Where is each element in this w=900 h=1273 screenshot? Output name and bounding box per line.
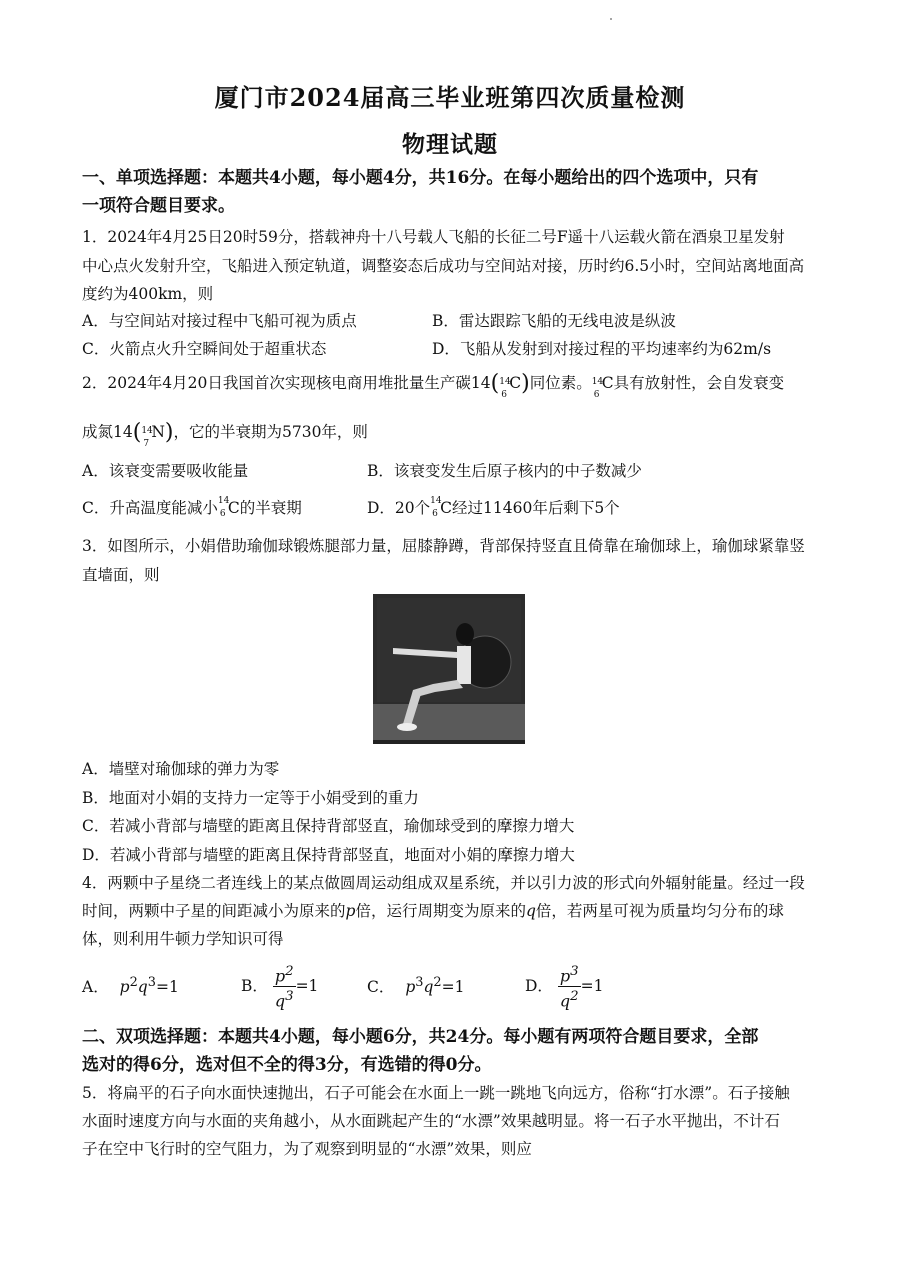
- q2-option-a: A．该衰变需要吸收能量: [82, 462, 249, 480]
- q5-stem-line3: 子在空中飞行时的空气阻力，为了观察到明显的“水漂”效果，则应: [82, 1140, 532, 1158]
- q1-option-d: D．飞船从发射到对接过程的平均速率约为62m/s: [432, 340, 772, 358]
- q1-option-a: A．与空间站对接过程中飞船可视为质点: [82, 312, 357, 330]
- q4-stem-line2: 时间，两颗中子星的间距减小为原来的p倍，运行周期变为原来的q倍，若两星可视为质量均匀分布的球: [82, 902, 784, 920]
- q3-option-d: D．若减小背部与墙壁的距离且保持背部竖直，地面对小娟的摩擦力增大: [82, 846, 575, 864]
- q4-option-d: D． $\frac{p^3}{q^2}$ =1: [525, 964, 604, 1011]
- q2-line1-post: C具有放射性，会自发衰变: [601, 374, 785, 392]
- nitrogen-isotope: 14 7: [141, 426, 153, 449]
- q4-option-a: A． $p^2q^3=1$: [82, 975, 179, 997]
- q3-option-c: C．若减小背部与墙壁的距离且保持背部竖直，瑜伽球受到的摩擦力增大: [82, 817, 575, 835]
- q2-option-d: D．20个 14 6 C经过11460年后剩下5个: [367, 496, 620, 519]
- q2-stem-line1: 2．2024年4月20日我国首次实现核电商用堆批量生产碳14( 14 6 C)同位素。 14 6 C具有放射性，会自发衰变: [82, 371, 785, 400]
- q1-stem-line2: 中心点火发射升空，飞船进入预定轨道，调整姿态后成功与空间站对接，历时约6.5小时，空间站离地面高: [82, 257, 805, 275]
- yoga-ball-photo: [373, 594, 525, 744]
- exam-title: 厦门市2024届高三毕业班第四次质量检测: [214, 83, 686, 112]
- q2-line1-pre: 2．2024年4月20日我国首次实现核电商用堆批量生产碳14: [82, 374, 491, 392]
- scan-dot: [610, 18, 612, 20]
- section1-heading-line2: 一项符合题目要求。: [82, 196, 235, 216]
- q3-option-a: A．墙壁对瑜伽球的弹力为零: [82, 760, 280, 778]
- q1-option-c: C．火箭点火升空瞬间处于超重状态: [82, 340, 327, 358]
- q4-option-c: C． $p^3q^2=1$: [367, 975, 465, 997]
- q2-option-c: C．升高温度能减小 14 6 C的半衰期: [82, 496, 302, 519]
- q1-stem-line1: 1．2024年4月25日20时59分，搭载神舟十八号载人飞船的长征二号F遥十八运载火箭在酒泉卫星发射: [82, 228, 785, 246]
- q5-stem-line1: 5．将扁平的石子向水面快速抛出，石子可能会在水面上一跳一跳地飞向远方，俗称“打水漂”。石子接触: [82, 1084, 790, 1102]
- carbon-isotope: 14 6: [499, 377, 511, 400]
- q1-option-b: B．雷达跟踪飞船的无线电波是纵波: [432, 312, 676, 330]
- q4-option-b: B． $\frac{p^2}{q^3}$ =1: [241, 964, 319, 1011]
- q4-stem-line3: 体，则利用牛顿力学知识可得: [82, 930, 284, 948]
- q3-stem-line1: 3．如图所示，小娟借助瑜伽球锻炼腿部力量，屈膝静蹲，背部保持竖直且倚靠在瑜伽球上，瑜伽球紧靠竖: [82, 537, 805, 555]
- q4-stem-line1: 4．两颗中子星绕二者连线上的某点做圆周运动组成双星系统，并以引力波的形式向外辐射能量。经过一段: [82, 874, 805, 892]
- q3-option-b: B．地面对小娟的支持力一定等于小娟受到的重力: [82, 789, 419, 807]
- q1-stem-line3: 度约为400km，则: [82, 285, 214, 303]
- section2-heading-line1: 二、双项选择题：本题共4小题，每小题6分，共24分。每小题有两项符合题目要求，全部: [82, 1027, 759, 1047]
- section1-heading-line1: 一、单项选择题：本题共4小题，每小题4分，共16分。在每小题给出的四个选项中，只有: [82, 168, 759, 188]
- section2-heading-line2: 选对的得6分，选对但不全的得3分，有选错的得0分。: [82, 1055, 492, 1075]
- q3-stem-line2: 直墙面，则: [82, 566, 160, 584]
- q5-stem-line2: 水面时速度方向与水面的夹角越小，从水面跳起产生的“水漂”效果越明显。将一石子水平抛出，不计石: [82, 1112, 780, 1130]
- q2-stem-line2: 成氮14( 14 7 N)，它的半衰期为5730年，则: [82, 420, 368, 449]
- q2-option-b: B．该衰变发生后原子核内的中子数减少: [367, 462, 642, 480]
- exam-subject: 物理试题: [402, 131, 498, 158]
- q2-line1-mid: 同位素。: [529, 374, 592, 392]
